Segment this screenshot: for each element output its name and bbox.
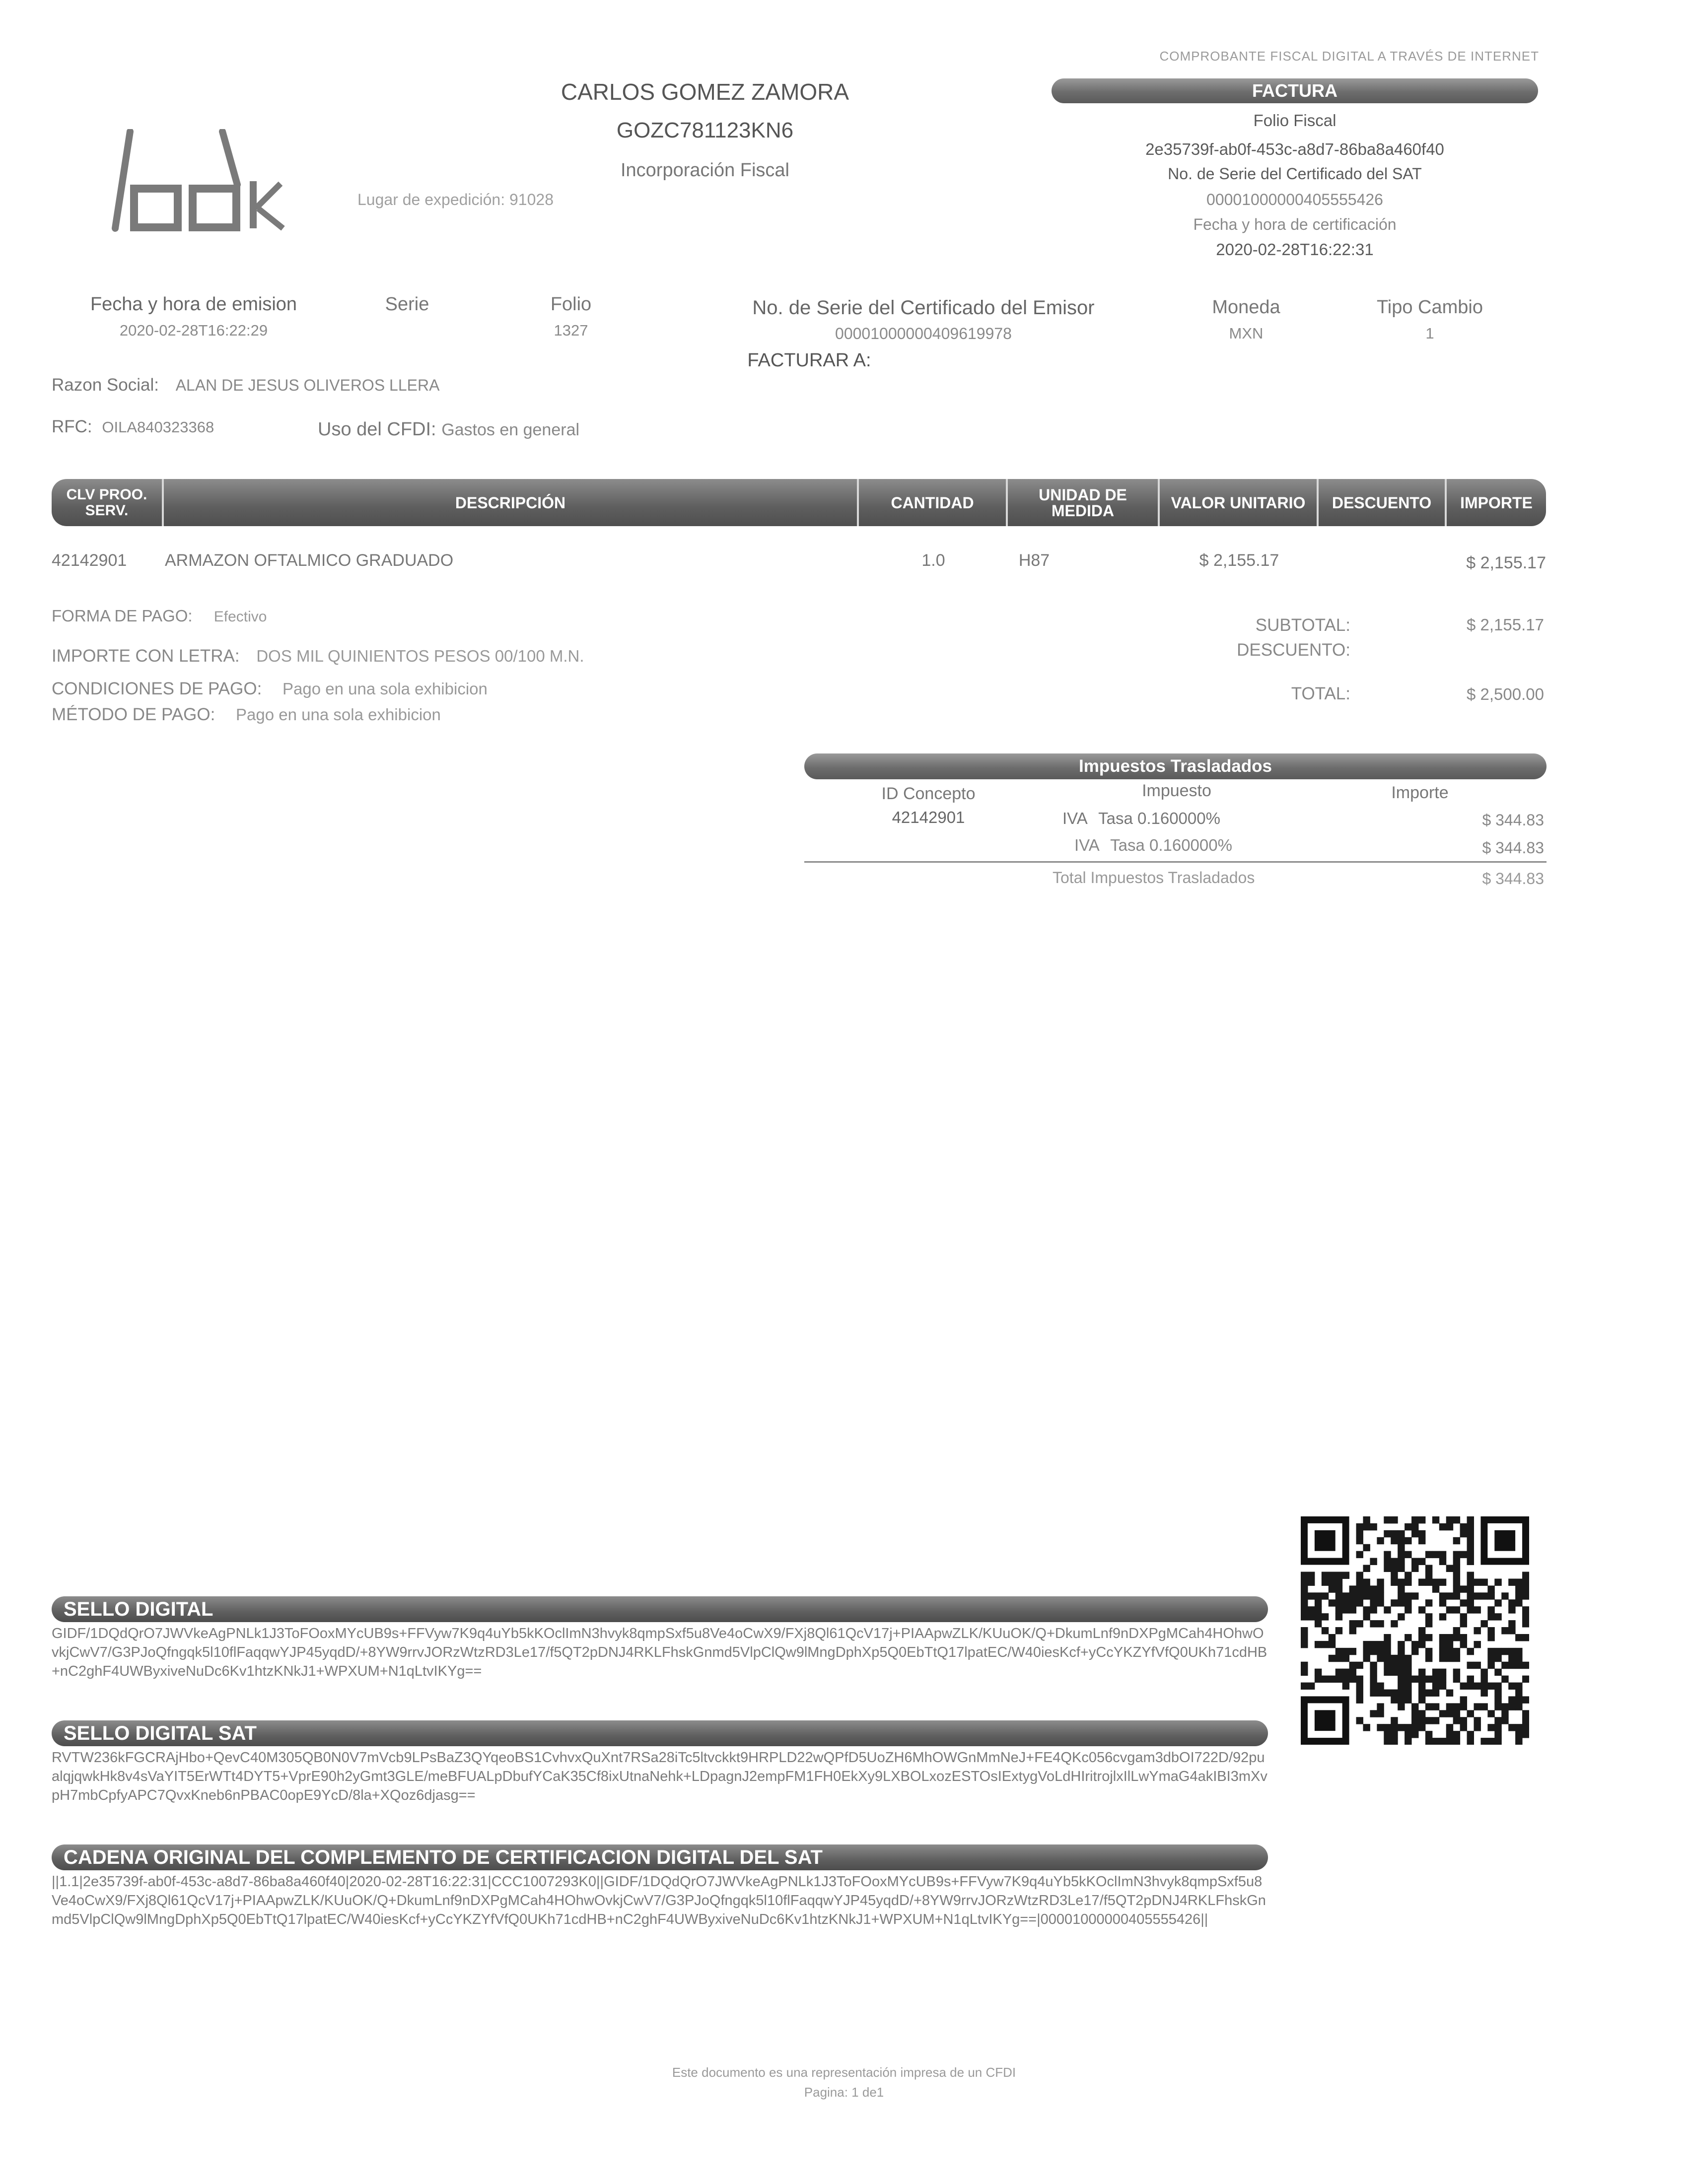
tax-row-rate: Tasa 0.160000% (1098, 809, 1220, 827)
row-clv: 42142901 (52, 551, 127, 570)
folio-label: Folio (550, 294, 592, 315)
rfc-label: RFC: (52, 417, 92, 436)
th-unit-value: VALOR UNITARIO (1160, 479, 1319, 526)
taxes-total-label: Total Impuestos Trasladados (1053, 869, 1255, 887)
tax-row-concept: 42142901 (892, 808, 965, 826)
payment-conditions-row (52, 679, 488, 699)
currency-value: MXN (1229, 325, 1264, 342)
issuer-name: CARLOS GOMEZ ZAMORA (561, 79, 849, 105)
payment-form-row (52, 607, 267, 625)
th-description: DESCRIPCIÓN (164, 479, 859, 526)
th-unit: UNIDAD DE MEDIDA (1008, 479, 1160, 526)
razon-value: ALAN DE JESUS OLIVEROS LLERA (175, 376, 440, 394)
original-chain-title: CADENA ORIGINAL DEL COMPLEMENTO DE CERTIFICACION DIGITAL DEL SAT (52, 1844, 1268, 1870)
footer-page-number: Pagina: 1 de1 (804, 2085, 884, 2100)
client-name-row (52, 375, 439, 395)
cfdi-use-value: Gastos en general (441, 420, 580, 439)
footer-disclaimer: Este documento es una representación impresa de un CFDI (672, 2065, 1016, 2080)
tax-row (1062, 809, 1220, 828)
cert-date: 2020-02-28T16:22:31 (1216, 240, 1374, 259)
emission-label: Fecha y hora de emision (90, 294, 297, 315)
total-value: $ 2,500.00 (1467, 685, 1544, 703)
cfdi-use-row (318, 419, 579, 440)
sat-cert-label: No. de Serie del Certificado del SAT (1168, 165, 1422, 183)
tax-col-concept: ID Concepto (881, 784, 976, 803)
razon-label: Razon Social: (52, 375, 159, 395)
original-chain-text: ||1.1|2e35739f-ab0f-453c-a8d7-86ba8a460f40|2020-02-28T16:22:31|CCC1007293K0||GIDF/1DQdQrO7JWVkeAgPNLk1J3ToFOoxMYcUB9s+FFVyw7K9q4uYb5kKOclImN3hvyk8qmpSxf5u8Ve4oCwX9/FXj8Ql61QcV17j+PIAApwZLK/KUuOK/Q+DkumLnf9nDXPgMCah4HOhwOvkjCwV7/G3PJoQfngqk5l10flFaqqwYJP45yqdD/+8YW9rrvJORzWtzRD3Le17/f5QT2pDNJ4RKLFhskGnmd5VlpClQw9lMngDphXp5Q0EbTtQ17lpatEC/W40iesKcf+yCcYKZYfVfQ0UKh71cdHB+nC2ghF4UWByxiveNuDc6Kv1htzKNkJ1+WPXUM+N1qLtvIKYg==|00001000000405555426|| (52, 1874, 1266, 1927)
qr-code (1301, 1516, 1529, 1745)
amount-words-value: DOS MIL QUINIENTOS PESOS 00/100 M.N. (256, 647, 584, 665)
folio-fiscal-label: Folio Fiscal (1253, 111, 1336, 130)
sat-cert-number: 00001000000405555426 (1206, 191, 1383, 208)
subtotal-value: $ 2,155.17 (1467, 615, 1544, 634)
emission-date: 2020-02-28T16:22:29 (119, 322, 268, 339)
tax-row-type: IVA (1074, 836, 1099, 854)
row-unit-value: $ 2,155.17 (1199, 551, 1279, 570)
serie-label: Serie (385, 294, 429, 315)
total-label: TOTAL: (1291, 684, 1350, 703)
th-quantity: CANTIDAD (859, 479, 1008, 526)
cert-date-label: Fecha y hora de certificación (1193, 215, 1397, 233)
row-amount: $ 2,155.17 (1466, 553, 1546, 572)
payment-conditions-label: CONDICIONES DE PAGO: (52, 679, 262, 698)
row-description: ARMAZON OFTALMICO GRADUADO (165, 551, 454, 570)
tax-col-tax: Impuesto (1142, 781, 1211, 800)
taxes-divider (804, 861, 1547, 863)
document-caption: COMPROBANTE FISCAL DIGITAL A TRAVÉS DE INTERNET (1159, 49, 1539, 64)
payment-form-label: FORMA DE PAGO: (52, 607, 193, 625)
exchange-rate-label: Tipo Cambio (1376, 297, 1483, 318)
tax-row (1074, 836, 1232, 855)
payment-method-row (52, 705, 441, 725)
th-amount: IMPORTE (1460, 493, 1533, 512)
payment-form-value: Efectivo (213, 609, 267, 625)
payment-method-label: MÉTODO DE PAGO: (52, 705, 215, 724)
taxes-title: Impuestos Trasladados (804, 753, 1547, 779)
tax-col-amount: Importe (1391, 783, 1449, 802)
emisor-cert-label: No. de Serie del Certificado del Emisor (752, 297, 1095, 319)
sat-seal-text: RVTW236kFGCRAjHbo+QevC40M305QB0N0V7mVcb9LPsBaZ3QYqeoBS1CvhvxQuXnt7RSa28iTc5ltvckkt9HRPLD22wQPfD5UoZH6MhOWGnMmNeJ+FE4QKc056cvgam3dbOI722D/92pualqjqwkHk8v4sVaYIT5ErWTt4DYT5+VprE90h2yGmt3GLE/meBFUALpDbufYCaK35Cf8ixUtnaNehk+LDpagnJ2empFM1FH0EkXy9LXBOLxozESTOsIExtygVoLdHIritrojlxIlLwYmaG4akIBI3mXvpH7mbCpfyAPC7QvxKneb6nPBAC0opE9YcD/8la+XQoz6djasg== (52, 1750, 1267, 1803)
amount-words-row (52, 646, 584, 666)
th-discount: DESCUENTO (1319, 479, 1447, 526)
cfdi-use-label: Uso del CFDI: (318, 419, 436, 440)
tax-row-amount: $ 344.83 (1482, 839, 1544, 857)
emisor-cert-number: 00001000000409619978 (835, 325, 1012, 342)
tax-row-type: IVA (1062, 809, 1087, 827)
payment-method-value: Pago en una sola exhibicion (236, 705, 441, 724)
row-unit: H87 (1018, 551, 1050, 570)
sat-seal-title: SELLO DIGITAL SAT (52, 1720, 1268, 1746)
rfc-value: OILA840323368 (102, 418, 214, 436)
company-logo (109, 129, 308, 233)
exchange-rate-value: 1 (1425, 325, 1434, 342)
expedition-place: Lugar de expedición: 91028 (357, 191, 554, 208)
th-clv: CLV PROO. SERV. (52, 479, 164, 526)
folio-fiscal: 2e35739f-ab0f-453c-a8d7-86ba8a460f40 (1145, 140, 1444, 158)
client-rfc-row (52, 417, 214, 437)
payment-conditions-value: Pago en una sola exhibicion (282, 680, 488, 698)
document-type-badge: FACTURA (1052, 78, 1538, 103)
items-table-header (52, 479, 1546, 526)
digital-seal-text: GIDF/1DQdQrO7JWVkeAgPNLk1J3ToFOoxMYcUB9s+FFVyw7K9q4uYb5kKOclImN3hvyk8qmpSxf5u8Ve4oCwX9/FXj8Ql61QcV17j+PIAApwZLK/KUuOK/Q+DkumLnf9nDXPgMCah4HOhwOvkjCwV7/G3PJoQfngqk5l10flFaqqwYJP45yqdD/+8YW9rrvJORzWtzRD3Le17/f5QT2pDNJ4RKLFhskGnmd5VlpClQw9lMngDphXp5Q0EbTtQ17lpatEC/W40iesKcf+yCcYKZYfVfQ0UKh71cdHB+nC2ghF4UWByxiveNuDc6Kv1htzKNkJ1+WPXUM+N1qLtvIKYg== (52, 1626, 1267, 1679)
folio-value: 1327 (554, 322, 588, 339)
issuer-regime: Incorporación Fiscal (620, 160, 790, 181)
bill-to-label: FACTURAR A: (747, 350, 871, 371)
subtotal-label: SUBTOTAL: (1255, 615, 1350, 635)
tax-row-rate: Tasa 0.160000% (1110, 836, 1232, 854)
amount-words-label: IMPORTE CON LETRA: (52, 646, 240, 666)
tax-row-amount: $ 344.83 (1482, 811, 1544, 829)
currency-label: Moneda (1212, 297, 1280, 318)
taxes-total-value: $ 344.83 (1482, 870, 1544, 887)
row-quantity: 1.0 (921, 551, 945, 570)
discount-label: DESCUENTO: (1237, 640, 1350, 660)
digital-seal-title: SELLO DIGITAL (52, 1596, 1268, 1622)
issuer-rfc: GOZC781123KN6 (616, 118, 794, 142)
table-row (52, 551, 1546, 576)
